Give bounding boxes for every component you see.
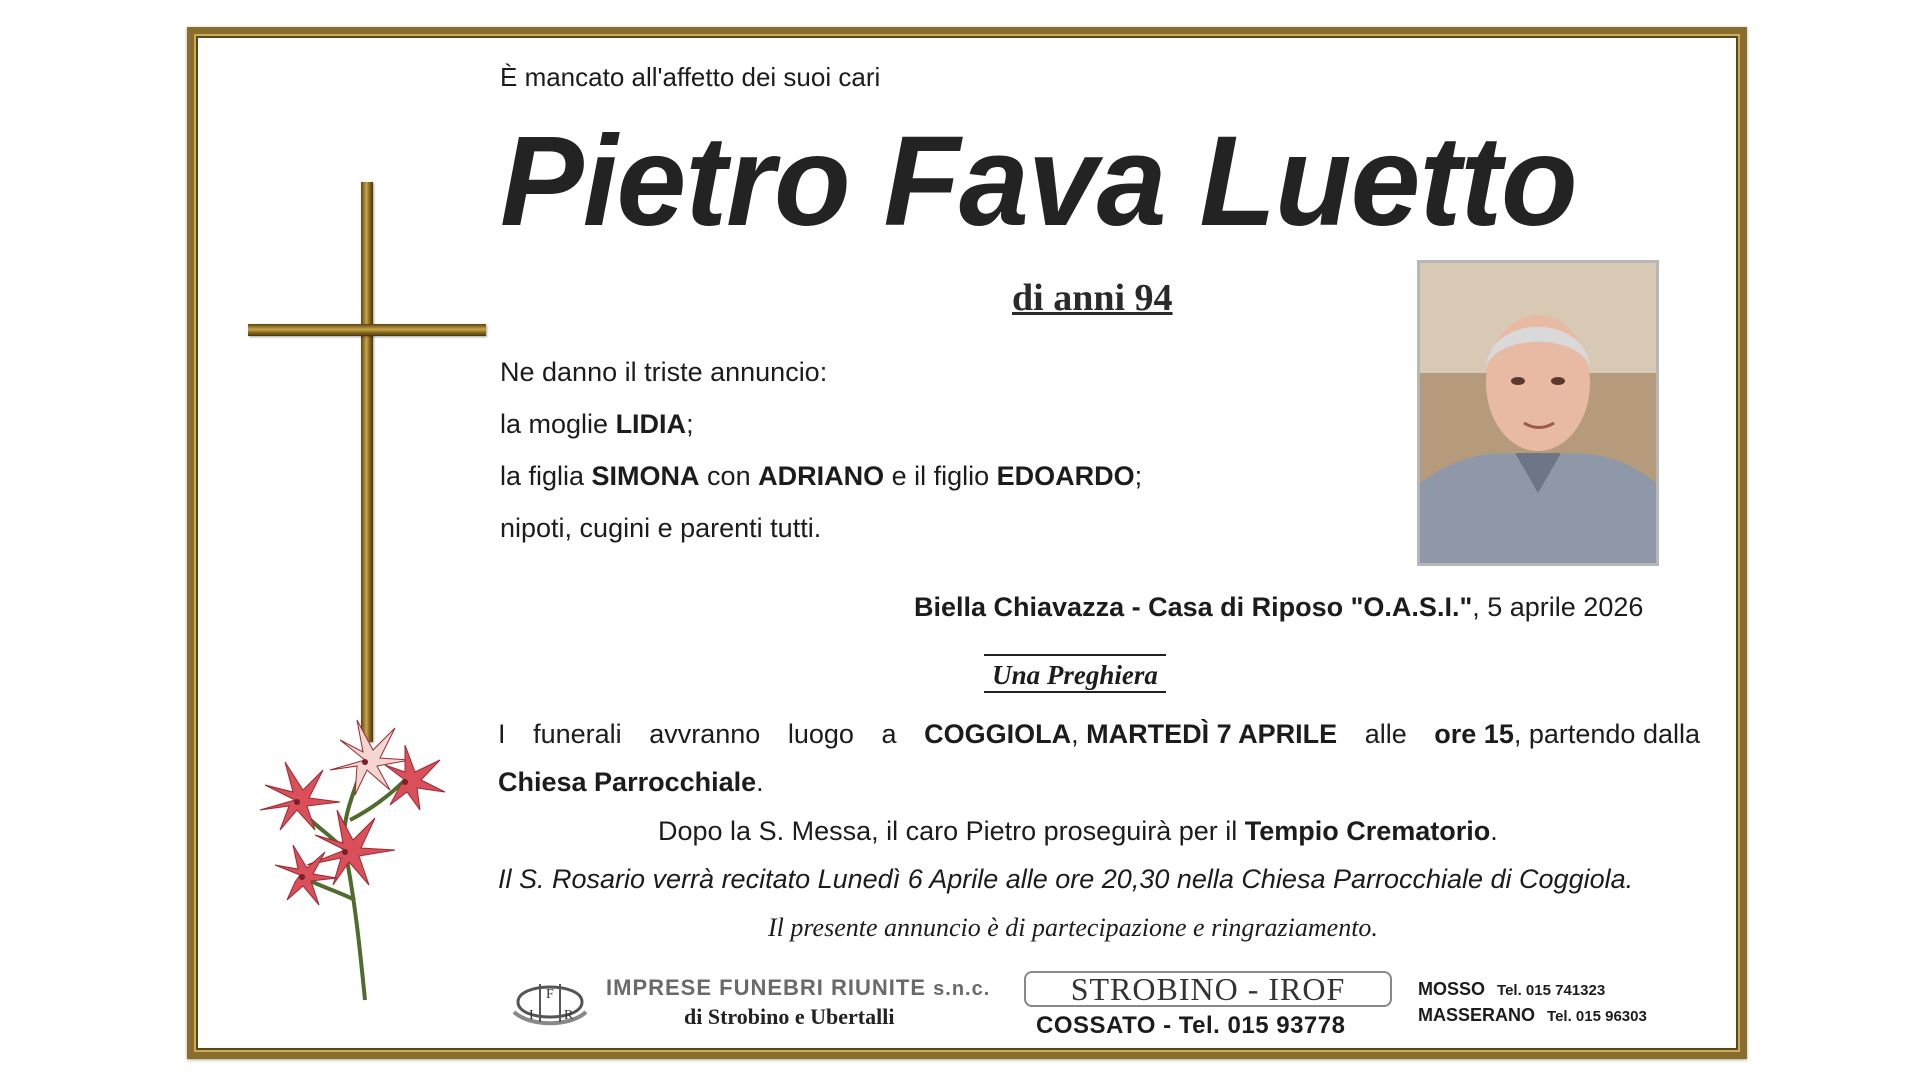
place-date: Biella Chiavazza - Casa di Riposo "O.A.S.I.", 5 aprile 2026 bbox=[914, 592, 1644, 622]
cross-arm bbox=[248, 324, 486, 336]
lily-flowers-icon bbox=[245, 700, 485, 1010]
cossato-phone: COSSATO - Tel. 015 93778 bbox=[1036, 1012, 1346, 1039]
logo-letter-f: F bbox=[546, 987, 554, 1002]
family-announce: Ne danno il triste annuncio: bbox=[500, 357, 828, 387]
irf-logo-icon bbox=[510, 972, 590, 1032]
deceased-age: di anni 94 bbox=[1012, 277, 1173, 319]
family-relatives: nipoti, cugini e parenti tutti. bbox=[500, 513, 822, 543]
branch-list bbox=[1418, 977, 1647, 1029]
company-name: IMPRESE FUNEBRI RIUNITE s.n.c. bbox=[606, 975, 991, 1000]
participation-notice: Il presente annuncio è di partecipazione e ringraziamento. bbox=[768, 913, 1378, 942]
portrait-photo bbox=[1417, 260, 1659, 566]
rosary-line: Il S. Rosario verrà recitato Lunedì 6 Aprile alle ore 20,30 nella Chiesa Parrocchiale di Coggiola. bbox=[498, 864, 1634, 894]
family-children: la figlia SIMONA con ADRIANO e il figlio EDOARDO; bbox=[500, 461, 1143, 491]
company-owners: di Strobino e Ubertalli bbox=[684, 1004, 895, 1029]
logo-letter-r: R bbox=[564, 1008, 574, 1023]
funeral-line: I funerali avvranno luogo a COGGIOLA, MARTEDÌ 7 APRILE alle ore 15, partendo dalla bbox=[498, 719, 1700, 749]
branch-mosso: MOSSO Tel. 015 741323 bbox=[1418, 979, 1606, 999]
intro-text: È mancato all'affetto dei suoi cari bbox=[500, 62, 881, 92]
strobino-irof-box: STROBINO - IROF bbox=[1024, 971, 1392, 1007]
family-wife: la moglie LIDIA; bbox=[500, 409, 694, 439]
branch-masserano: MASSERANO Tel. 015 96303 bbox=[1418, 1005, 1647, 1025]
funeral-church: Chiesa Parrocchiale. bbox=[498, 767, 764, 797]
mass-line: Dopo la S. Messa, il caro Pietro proseguirà per il Tempio Crematorio. bbox=[658, 816, 1498, 846]
cross-icon bbox=[361, 182, 373, 742]
deceased-name: Pietro Fava Luetto bbox=[500, 110, 1577, 253]
prayer-heading: Una Preghiera bbox=[984, 654, 1166, 693]
logo-letter-i: I bbox=[529, 1008, 534, 1023]
